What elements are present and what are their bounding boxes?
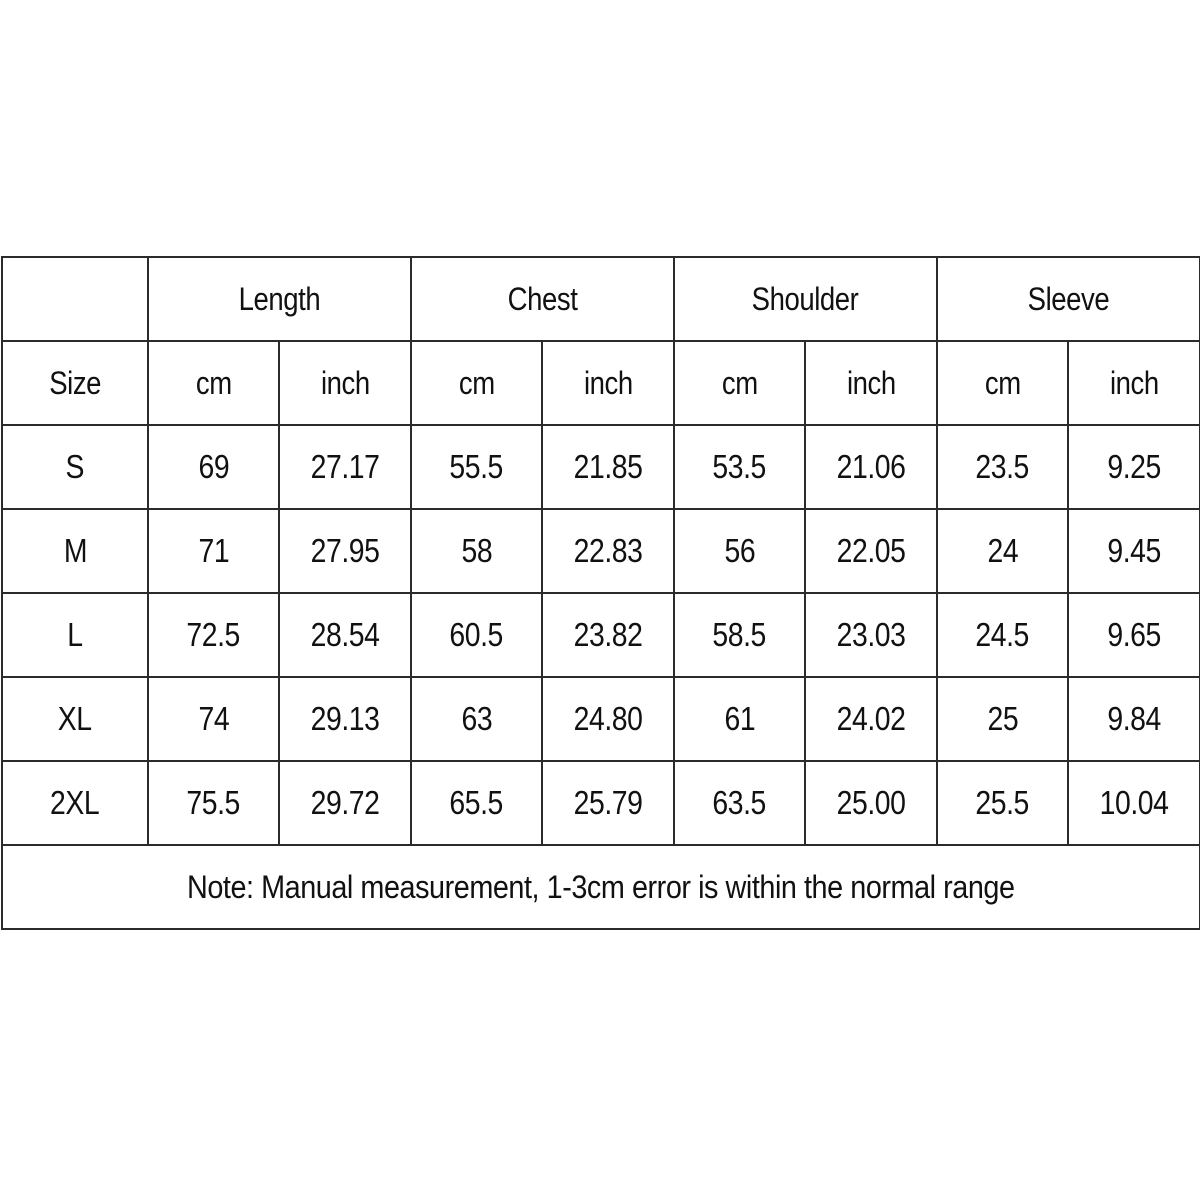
measurement-cell: 25.00 <box>805 761 937 845</box>
table-row <box>2 761 1200 845</box>
unit-header: inch <box>1068 341 1200 425</box>
measurement-cell: 9.84 <box>1068 677 1200 761</box>
measurement-cell: 56 <box>674 509 805 593</box>
size-cell: XL <box>2 677 148 761</box>
measurement-cell: 9.25 <box>1068 425 1200 509</box>
size-column-header: Size <box>2 341 148 425</box>
measurement-cell: 27.17 <box>279 425 411 509</box>
measurement-cell: 23.03 <box>805 593 937 677</box>
measurement-cell: 9.45 <box>1068 509 1200 593</box>
note-row <box>2 845 1200 929</box>
measurement-cell: 74 <box>148 677 279 761</box>
measurement-cell: 65.5 <box>411 761 542 845</box>
group-header-sleeve: Sleeve <box>937 257 1200 341</box>
measurement-cell: 28.54 <box>279 593 411 677</box>
size-cell: 2XL <box>2 761 148 845</box>
table-row <box>2 677 1200 761</box>
size-table <box>1 256 1200 930</box>
measurement-cell: 29.13 <box>279 677 411 761</box>
measurement-cell: 24.02 <box>805 677 937 761</box>
measurement-cell: 27.95 <box>279 509 411 593</box>
size-chart <box>1 256 1199 930</box>
measurement-cell: 75.5 <box>148 761 279 845</box>
measurement-cell: 9.65 <box>1068 593 1200 677</box>
measurement-cell: 29.72 <box>279 761 411 845</box>
measurement-cell: 24.80 <box>542 677 674 761</box>
measurement-cell: 63 <box>411 677 542 761</box>
unit-header: cm <box>937 341 1068 425</box>
measurement-cell: 63.5 <box>674 761 805 845</box>
size-cell: S <box>2 425 148 509</box>
group-header-length: Length <box>148 257 411 341</box>
measurement-cell: 10.04 <box>1068 761 1200 845</box>
measurement-cell: 25.5 <box>937 761 1068 845</box>
table-row <box>2 509 1200 593</box>
size-cell: M <box>2 509 148 593</box>
size-cell: L <box>2 593 148 677</box>
measurement-cell: 71 <box>148 509 279 593</box>
measurement-cell: 25 <box>937 677 1068 761</box>
unit-header: inch <box>279 341 411 425</box>
measurement-cell: 21.85 <box>542 425 674 509</box>
measurement-cell: 58 <box>411 509 542 593</box>
unit-header: cm <box>674 341 805 425</box>
table-row <box>2 593 1200 677</box>
measurement-cell: 21.06 <box>805 425 937 509</box>
group-header-chest: Chest <box>411 257 674 341</box>
unit-header: inch <box>805 341 937 425</box>
measurement-cell: 55.5 <box>411 425 542 509</box>
measurement-cell: 23.82 <box>542 593 674 677</box>
measurement-cell: 22.05 <box>805 509 937 593</box>
table-row <box>2 425 1200 509</box>
measurement-note: Note: Manual measurement, 1-3cm error is within the normal range <box>2 845 1200 929</box>
group-header-shoulder: Shoulder <box>674 257 937 341</box>
measurement-cell: 60.5 <box>411 593 542 677</box>
unit-header: inch <box>542 341 674 425</box>
group-header-row <box>2 257 1200 341</box>
measurement-cell: 53.5 <box>674 425 805 509</box>
unit-header: cm <box>148 341 279 425</box>
unit-header-row <box>2 341 1200 425</box>
measurement-cell: 22.83 <box>542 509 674 593</box>
measurement-cell: 24.5 <box>937 593 1068 677</box>
measurement-cell: 24 <box>937 509 1068 593</box>
measurement-cell: 23.5 <box>937 425 1068 509</box>
unit-header: cm <box>411 341 542 425</box>
measurement-cell: 61 <box>674 677 805 761</box>
measurement-cell: 25.79 <box>542 761 674 845</box>
measurement-cell: 58.5 <box>674 593 805 677</box>
measurement-cell: 72.5 <box>148 593 279 677</box>
corner-cell <box>2 257 148 341</box>
measurement-cell: 69 <box>148 425 279 509</box>
